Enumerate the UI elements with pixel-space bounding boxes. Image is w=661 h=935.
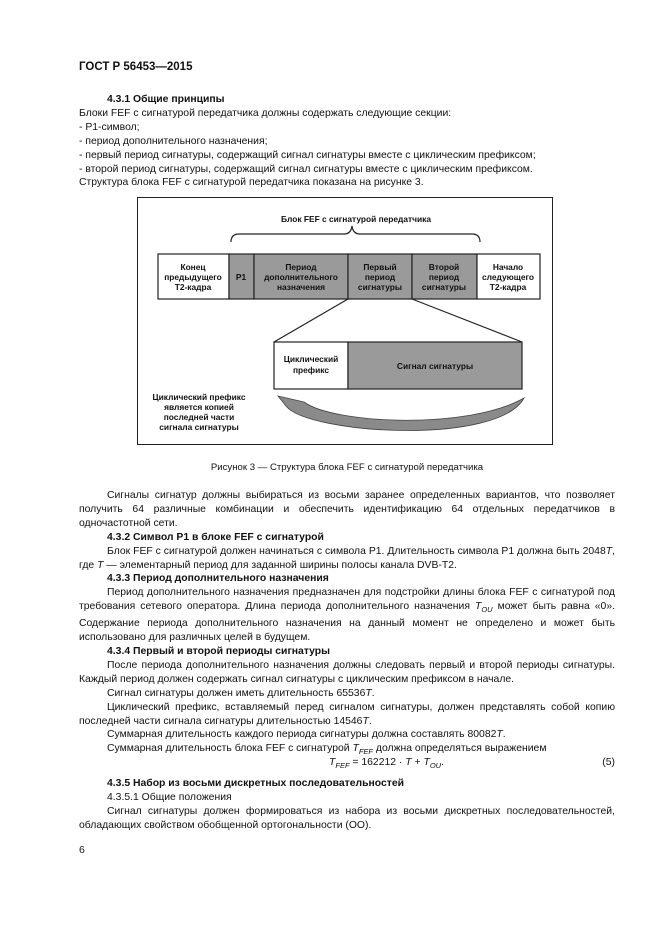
- paragraph: После периода дополнительного назначения должны следовать первый и второй периоды сигнатуры. Каждый период должен содержать сигнал сигнатуры с циклическим префиксом в начале.: [79, 659, 615, 685]
- paragraph: Сигналы сигнатур должны выбираться из восьми заранее определенных вариантов, что позволяет получить 64 различные комбинации и обеспечить идентификацию 64 отдельных передатчиков в одночастотной сети.: [79, 490, 615, 529]
- cell-label: сигнатуры: [357, 282, 403, 292]
- section-heading: 4.3.2 Символ Р1 в блоке FEF с сигнатурой: [107, 531, 324, 543]
- note-line: сигнала сигнатуры: [159, 422, 239, 432]
- signal-label: Сигнал сигнатуры: [396, 361, 474, 371]
- section-4-3-1: [79, 93, 615, 190]
- page-number: 6: [79, 845, 85, 856]
- paragraph: Суммарная длительность блока FEF с сигнатурой $T_{FEF}$ должна определяться выражением: [107, 743, 547, 757]
- paragraph: Период дополнительного назначения предназначен для подстройки длины блока FEF с сигнатурой под требования сетевого оператора. Длина периода дополнительного назначения $T_{OU}$ может быть равна «0». Содержание периода дополнительного назначения на данный момент не определено и может быть использовано для различных целей в будущем.: [79, 587, 616, 644]
- paragraph: Структура блока FEF с сигнатурой передатчика показана на рисунке 3.: [79, 177, 424, 189]
- note-line: является копией: [164, 402, 234, 412]
- cell-label: Конец: [180, 262, 206, 272]
- cell-label: Период: [285, 262, 317, 272]
- brace-bracket: [231, 226, 480, 242]
- paragraph: Сигнал сигнатуры должен формироваться из набора из восьми дискретных последовательностей, обладающих свойством обобщенной ортогональности (ОО).: [79, 805, 615, 831]
- cell-label: сигнатуры: [421, 282, 467, 292]
- copy-arrow: [278, 396, 524, 431]
- paragraph: Блоки FEF с сигнатурой передатчика должны содержать следующие секции:: [79, 107, 452, 119]
- cell-label: следующего: [482, 272, 534, 282]
- figure-caption: Рисунок 3 — Структура блока FEF с сигнатурой передатчика: [210, 462, 484, 473]
- list-item: - второй период сигнатуры, содержащий сигнал сигнатуры вместе с циклическим префиксом.: [79, 163, 533, 175]
- formula-expression: $T_{FEF} = 162212 \cdot T + T_{OU}$.: [329, 757, 444, 771]
- paragraph: Циклический префикс, вставляемый перед сигналом сигнатуры, должен представлять собой копию последней части сигнала сигнатуры длительностью 14546T.: [79, 701, 615, 727]
- section-heading: 4.3.5 Набор из восьми дискретных последовательностей: [107, 778, 405, 789]
- subsection-heading: 4.3.5.1 Общие положения: [107, 791, 232, 803]
- list-item: - период дополнительного назначения;: [79, 135, 268, 147]
- cell-label: дополнительного: [264, 272, 338, 282]
- paragraph: Сигнал сигнатуры должен иметь длительность 65536T.: [107, 687, 375, 699]
- cell-label: Второй: [428, 262, 460, 272]
- document-header: ГОСТ Р 56453—2015: [79, 61, 193, 73]
- cell-label: предыдущего: [164, 272, 222, 282]
- fef-structure-diagram: [138, 198, 554, 446]
- cell-label: Т2-кадра: [489, 282, 527, 292]
- cell-label: Начало: [492, 262, 524, 272]
- figure-3: [137, 197, 553, 445]
- cell-label: назначения: [276, 282, 326, 292]
- figure-title: Блок FEF с сигнатурой передатчика: [281, 214, 431, 224]
- cell-label: Р1: [235, 272, 247, 282]
- cell-label: Первый: [363, 262, 397, 272]
- section-heading: 4.3.4 Первый и второй периоды сигнатуры: [107, 646, 331, 658]
- list-item: - Р1-символ;: [79, 121, 140, 133]
- zoom-line-left: [274, 299, 348, 342]
- section-heading: 4.3.1 Общие принципы: [107, 94, 225, 105]
- note-line: Циклический префикс: [152, 392, 246, 402]
- cell-label: Т2-кадра: [174, 282, 212, 292]
- prefix-label: Циклический: [283, 354, 339, 364]
- zoom-line-right: [412, 299, 522, 342]
- paragraph: Блок FEF с сигнатурой должен начинаться с символа Р1. Длительность символа Р1 должна быть 2048T, где T — элементарный период для заданной ширины полосы канала DVB-T2.: [79, 545, 615, 571]
- list-item: - первый период сигнатуры, содержащий сигнал сигнатуры вместе с циклическим префиксом;: [79, 149, 536, 161]
- cell-label: период: [428, 272, 460, 282]
- section-heading: 4.3.3 Период дополнительного назначения: [107, 573, 329, 585]
- note-line: последней части: [163, 412, 235, 422]
- prefix-label: префикс: [292, 365, 330, 375]
- formula-number: (5): [602, 757, 615, 768]
- paragraph: Суммарная длительность каждого периода сигнатуры должна составлять 80082T.: [107, 729, 506, 741]
- section-4-3-5: [79, 777, 615, 833]
- cell-label: период: [364, 272, 396, 282]
- body-text: [79, 489, 615, 759]
